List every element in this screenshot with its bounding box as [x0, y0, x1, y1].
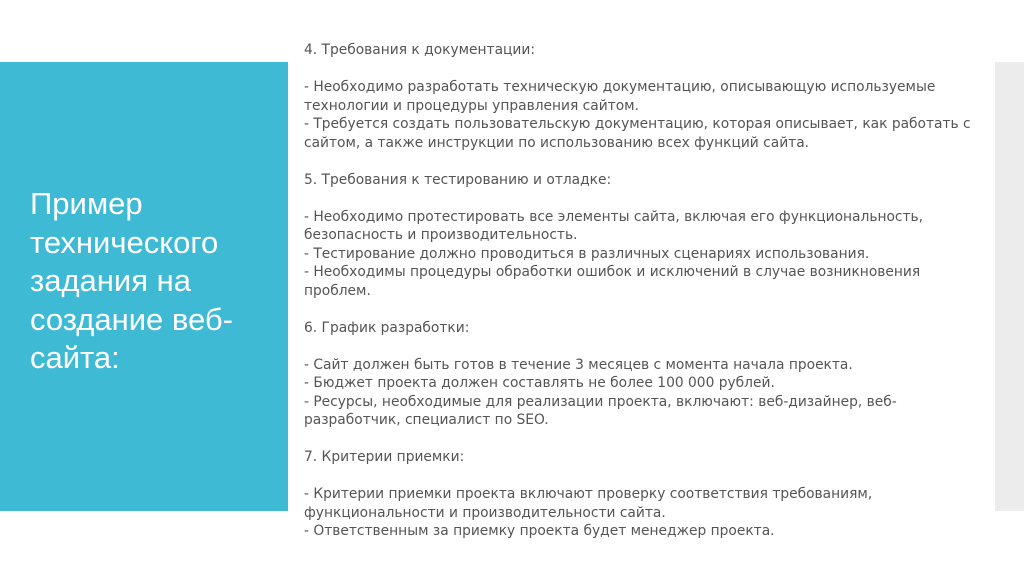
section-testing: [304, 171, 984, 301]
body-line: проблем.: [304, 282, 371, 299]
slide-title-line: сайта:: [30, 340, 120, 375]
section-heading: 6. График разработки:: [304, 319, 470, 336]
blank-line: [304, 430, 984, 449]
section-acceptance: [304, 448, 984, 541]
section-heading: 5. Требования к тестированию и отладке:: [304, 171, 612, 188]
slide-title: [30, 185, 270, 378]
section-heading: 7. Критерии приемки:: [304, 449, 465, 465]
body-line: - Ответственным за приемку проекта будет менеджер проекта.: [304, 523, 775, 539]
section-heading: 4. Требования к документации:: [304, 42, 536, 58]
body-line: разработчик, специалист по SEO.: [304, 412, 549, 428]
body-line: безопасность и производительность.: [304, 227, 578, 243]
blank-line: [304, 60, 984, 79]
slide-title-line: технического: [30, 224, 219, 260]
section-schedule: [304, 319, 984, 430]
body-line: - Требуется создать пользовательскую документацию, которая описывает, как работать с: [304, 116, 971, 132]
section-documentation: [304, 41, 984, 152]
body-line: технологии и процедуры управления сайтом.: [304, 97, 639, 114]
body-line: - Сайт должен быть готов в течение 3 месяцев с момента начала проекта.: [304, 356, 853, 373]
body-line: функциональности и производительности сайта.: [304, 504, 666, 521]
slide-body-text: [304, 41, 984, 541]
blank-line: [304, 337, 984, 356]
body-line: - Тестирование должно проводиться в различных сценариях использования.: [304, 245, 870, 262]
blank-line: [304, 300, 984, 319]
slide-title-line: задания на: [30, 263, 191, 298]
body-line: - Ресурсы, необходимые для реализации проекта, включают: веб-дизайнер, веб-: [304, 393, 897, 410]
blank-line: [304, 152, 984, 171]
body-line: сайтом, а также инструкции по использованию всех функций сайта.: [304, 134, 810, 151]
body-line: - Необходимо протестировать все элементы сайта, включая его функциональность,: [304, 208, 924, 225]
right-decorative-strip: [995, 62, 1024, 511]
body-line: - Необходимы процедуры обработки ошибок и исключений в случае возникновения: [304, 264, 921, 280]
body-line: - Критерии приемки проекта включают проверку соответствия требованиям,: [304, 486, 873, 502]
body-line: - Необходимо разработать техническую документацию, описывающую используемые: [304, 79, 936, 95]
blank-line: [304, 189, 984, 208]
slide-title-line: Пример: [30, 186, 143, 221]
slide-title-line: создание веб-: [30, 301, 233, 337]
body-line: - Бюджет проекта должен составлять не более 100 000 рублей.: [304, 375, 775, 391]
blank-line: [304, 467, 984, 486]
